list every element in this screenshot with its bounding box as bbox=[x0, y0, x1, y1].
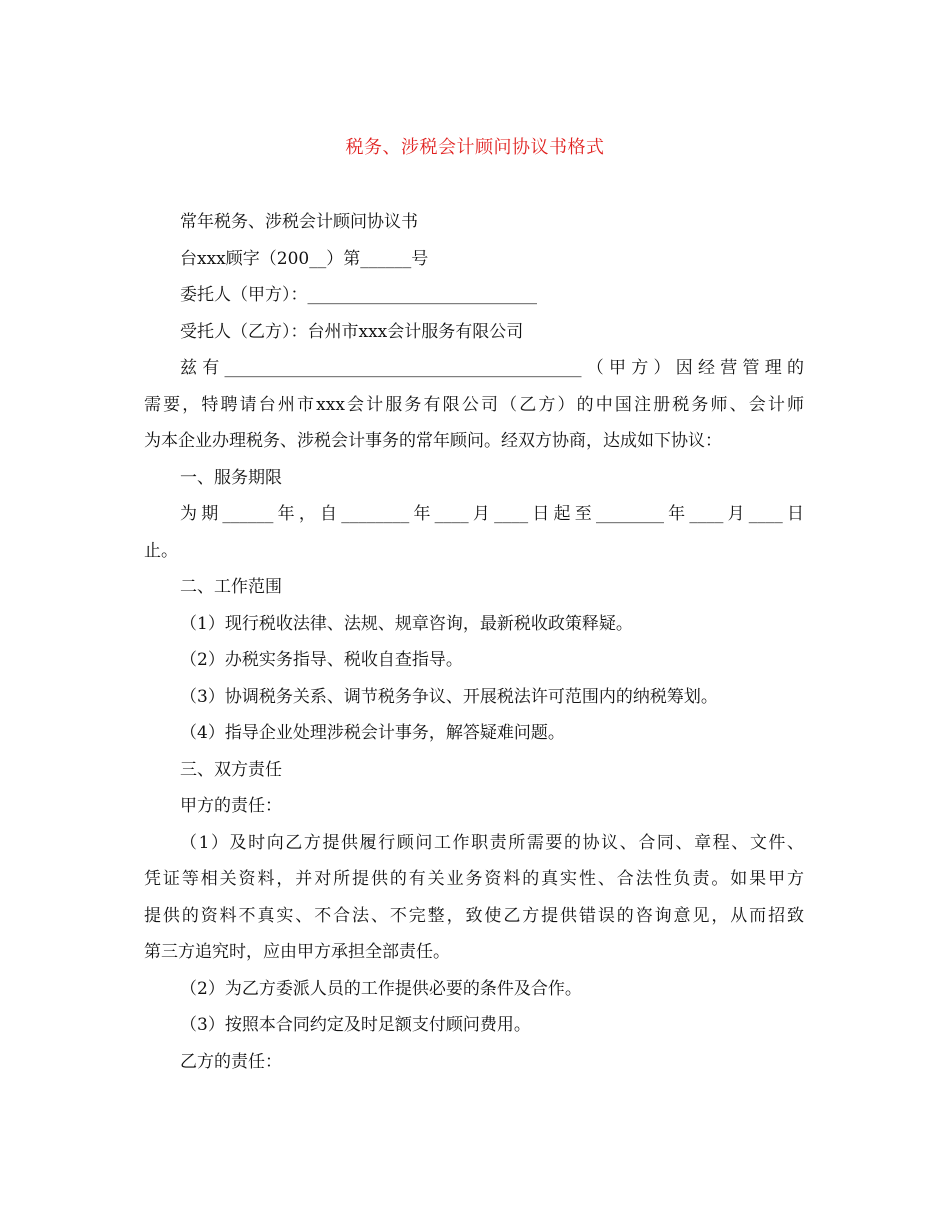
text-line: 凭证等相关资料，并对所提供的有关业务资料的真实性、合法性负责。如果甲方 bbox=[144, 869, 804, 889]
document-title: 税务、涉税会计顾问协议书格式 bbox=[345, 137, 605, 158]
party-b-line: 受托人（乙方）：台州市xxx会计服务有限公司 bbox=[180, 321, 524, 342]
text-line: 需要，特聘请台州市xxx会计服务有限公司（乙方）的中国注册税务师、会计师 bbox=[144, 394, 804, 415]
section-heading-work-scope: 二、工作范围 bbox=[180, 577, 282, 597]
agreement-heading: 常年税务、涉税会计顾问协议书 bbox=[180, 212, 418, 232]
party-a-line: 委托人（甲方）：___________________________ bbox=[180, 285, 537, 305]
work-scope-item: （3）协调税务关系、调节税务争议、开展税法许可范围内的纳税筹划。 bbox=[180, 686, 718, 707]
party-b-responsibilities-heading: 乙方的责任： bbox=[180, 1051, 282, 1072]
party-a-responsibilities-heading: 甲方的责任： bbox=[180, 796, 282, 816]
work-scope-item: （2）办税实务指导、税收自查指导。 bbox=[180, 650, 463, 670]
document-body bbox=[144, 204, 804, 1080]
agreement-number: 台xxx顾字（200__）第______号 bbox=[180, 248, 429, 269]
service-period-paragraph bbox=[144, 496, 804, 569]
text-line: （1）及时向乙方提供履行顾问工作职责所需要的协议、合同、章程、文件、 bbox=[180, 832, 804, 853]
work-scope-item: （1）现行税收法律、法规、规章咨询，最新税收政策释疑。 bbox=[180, 613, 633, 634]
work-scope-item: （4）指导企业处理涉税会计事务，解答疑难问题。 bbox=[180, 723, 565, 743]
text-line: 兹有__________________________________________（甲方）因经营管理的 bbox=[180, 358, 804, 378]
party-a-responsibility-1 bbox=[144, 825, 804, 971]
section-heading-service-period: 一、服务期限 bbox=[180, 467, 282, 488]
party-a-responsibility-2: （2）为乙方委派人员的工作提供必要的条件及合作。 bbox=[180, 978, 582, 999]
party-a-responsibility-3: （3）按照本合同约定及时足额支付顾问费用。 bbox=[180, 1015, 531, 1035]
preamble-paragraph bbox=[144, 350, 804, 460]
text-line: 提供的资料不真实、不合法、不完整，致使乙方提供错误的咨询意见，从而招致 bbox=[144, 905, 804, 926]
text-line: 止。 bbox=[144, 540, 178, 561]
text-line: 为本企业办理税务、涉税会计事务的常年顾问。经双方协商，达成如下协议： bbox=[144, 431, 722, 451]
text-line: 第三方追究时，应由甲方承担全部责任。 bbox=[144, 942, 450, 962]
text-line: 为期______年，自________年____月____日起至________年____月____日 bbox=[180, 504, 804, 524]
section-heading-responsibilities: 三、双方责任 bbox=[180, 759, 282, 780]
